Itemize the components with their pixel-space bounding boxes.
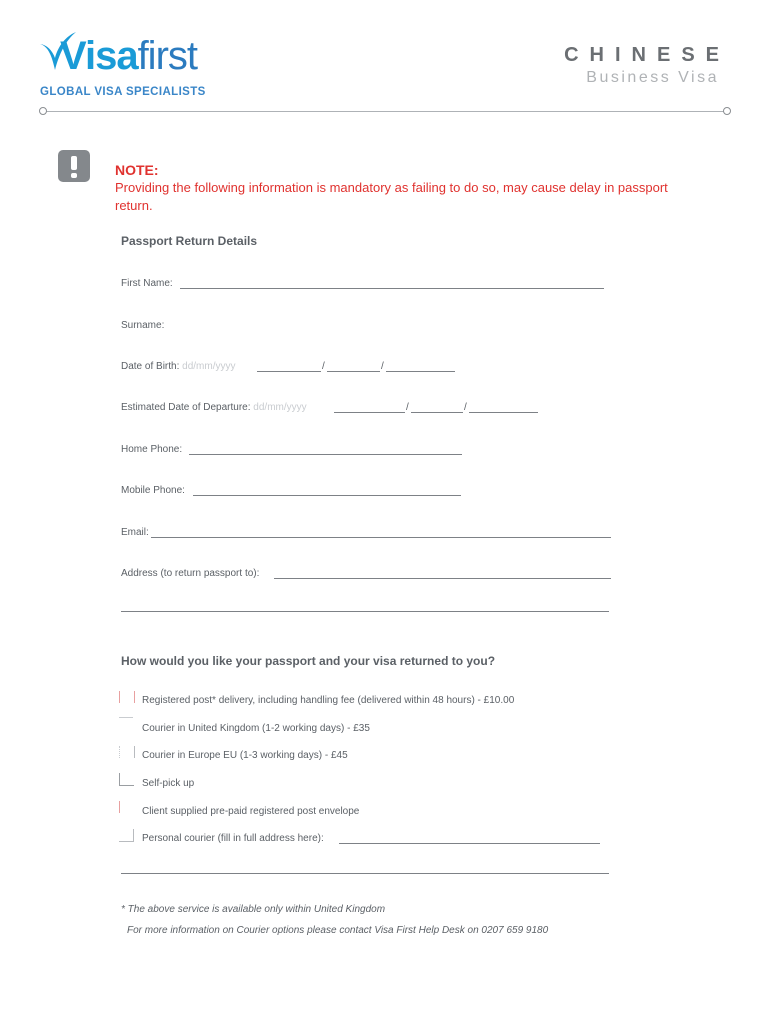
divider-right-dot <box>723 107 731 115</box>
dob-month-field[interactable] <box>327 371 380 372</box>
exclamation-icon <box>58 150 90 182</box>
logo-tagline: GLOBAL VISA SPECIALISTS <box>40 86 206 98</box>
address-field-line-2[interactable] <box>121 611 609 612</box>
departure-placeholder: dd/mm/yyyy <box>253 402 307 413</box>
surname-label: Surname: <box>121 320 165 331</box>
return-method-question: How would you like your passport and your visa returned to you? <box>121 654 496 668</box>
note-text: Providing the following information is mandatory as failing to do so, may cause delay in passport return. <box>115 180 668 213</box>
logo-wordmark <box>60 36 197 76</box>
dob-separator: / <box>381 361 384 372</box>
dob-placeholder: dd/mm/yyyy <box>182 361 236 372</box>
option-self-pickup: Self-pick up <box>142 778 195 789</box>
first-name-field[interactable] <box>180 288 604 289</box>
option-registered-post: Registered post* delivery, including handling fee (delivered within 48 hours) - £10.00 <box>142 695 515 706</box>
mobile-phone-label: Mobile Phone: <box>121 485 185 496</box>
visafirst-logo <box>38 30 238 102</box>
prepaid-envelope-checkbox[interactable] <box>119 801 134 813</box>
personal-courier-address-field[interactable] <box>339 843 600 844</box>
departure-day-field[interactable] <box>334 412 405 413</box>
footnote: * The above service is available only within United Kingdom <box>121 904 386 915</box>
note-heading: NOTE: <box>115 162 159 178</box>
dob-day-field[interactable] <box>257 371 321 372</box>
home-phone-label: Home Phone: <box>121 444 183 455</box>
departure-month-field[interactable] <box>411 412 463 413</box>
departure-separator: / <box>406 402 409 413</box>
address-field[interactable] <box>274 578 611 579</box>
option-prepaid-envelope: Client supplied pre-paid registered post envelope <box>142 806 360 817</box>
mobile-phone-field[interactable] <box>193 495 461 496</box>
dob-separator: / <box>322 361 325 372</box>
dob-label <box>121 361 235 372</box>
home-phone-field[interactable] <box>189 454 462 455</box>
first-name-label: First Name: <box>121 278 173 289</box>
personal-courier-checkbox[interactable] <box>119 829 134 842</box>
email-label: Email: <box>121 527 149 538</box>
email-field[interactable] <box>151 537 611 538</box>
departure-label <box>121 402 307 413</box>
document-title: CHINESE <box>564 44 730 66</box>
dob-label-text: Date of Birth: <box>121 361 180 372</box>
departure-year-field[interactable] <box>469 412 538 413</box>
section-title: Passport Return Details <box>121 234 258 248</box>
registered-post-checkbox[interactable] <box>119 691 135 703</box>
option-personal-courier: Personal courier (fill in full address here): <box>142 833 324 844</box>
departure-separator: / <box>464 402 467 413</box>
departure-label-text: Estimated Date of Departure: <box>121 402 251 413</box>
address-label: Address (to return passport to): <box>121 568 260 579</box>
logo-first-text: first <box>137 34 197 78</box>
option-courier-uk: Courier in United Kingdom (1-2 working days) - £35 <box>142 723 370 734</box>
dob-year-field[interactable] <box>386 371 455 372</box>
logo-visa-text: Visa <box>60 34 138 78</box>
divider-left-dot <box>39 107 47 115</box>
self-pickup-checkbox[interactable] <box>119 773 134 786</box>
personal-courier-address-line-2[interactable] <box>121 873 609 874</box>
document-subtitle: Business Visa <box>586 69 719 86</box>
courier-uk-checkbox[interactable] <box>119 717 133 730</box>
courier-eu-checkbox[interactable] <box>119 746 135 758</box>
header-divider <box>44 111 726 112</box>
help-desk-contact: For more information on Courier options please contact Visa First Help Desk on 0207 659 9180 <box>127 925 549 936</box>
option-courier-eu: Courier in Europe EU (1-3 working days) - £45 <box>142 750 348 761</box>
